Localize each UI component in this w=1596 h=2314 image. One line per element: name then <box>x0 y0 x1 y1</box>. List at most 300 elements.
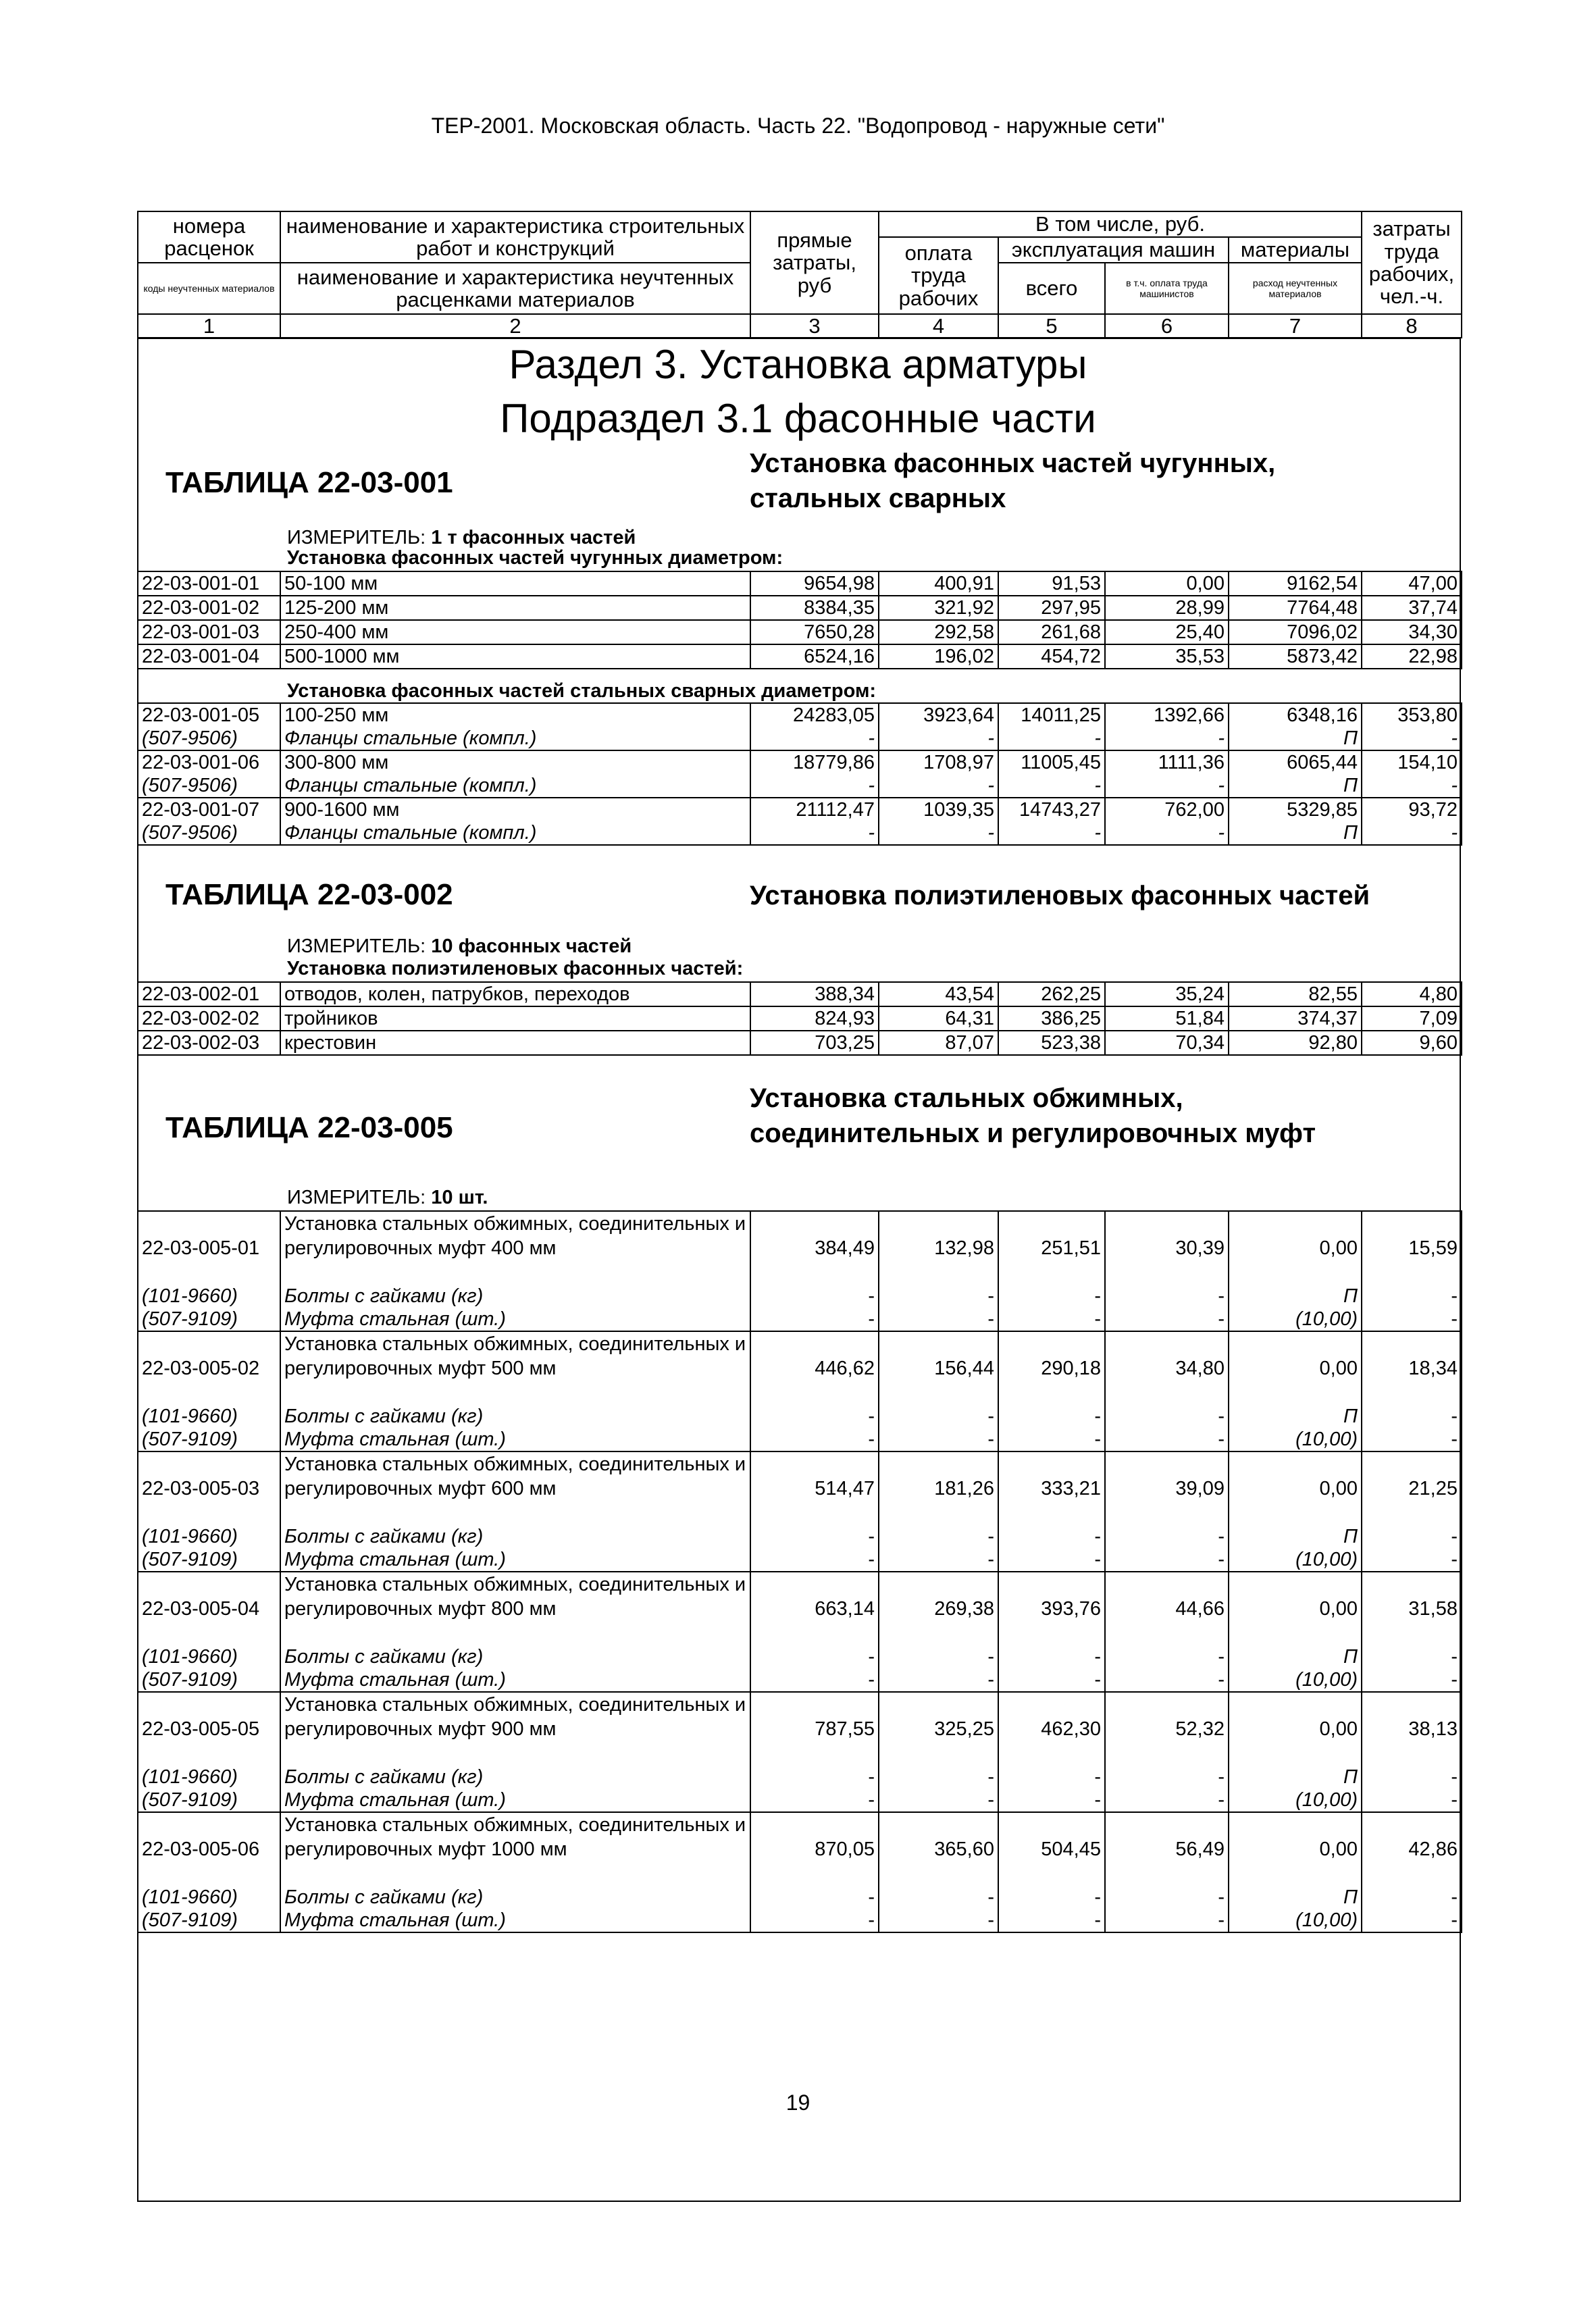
row-value: 400,91 <box>879 571 998 596</box>
row-value: 262,25 <box>998 982 1105 1006</box>
row-code: 22-03-005-03 <box>138 1451 280 1525</box>
row-value: 504,45 <box>998 1812 1105 1886</box>
row-description: 50-100 мм <box>280 571 750 596</box>
row-value: - <box>998 1886 1105 1909</box>
table1-label: ТАБЛИЦА 22-03-001 <box>165 466 453 499</box>
material-consumption: П <box>1229 1645 1362 1668</box>
row-value: - <box>1105 1285 1229 1308</box>
col-number: 8 <box>1362 314 1462 338</box>
row-value: - <box>750 774 879 798</box>
row-value: 24283,05 <box>750 703 879 727</box>
materials-header: материалы <box>1229 237 1362 263</box>
col1-header: номера расценок <box>138 211 280 263</box>
row-value: - <box>1362 1789 1462 1812</box>
row-value: 37,74 <box>1362 596 1462 620</box>
row-value: - <box>998 1428 1105 1451</box>
row-value: - <box>998 774 1105 798</box>
table3-label: ТАБЛИЦА 22-03-005 <box>165 1111 453 1144</box>
material-code: (507-9109) <box>138 1308 280 1331</box>
row-value: - <box>750 1789 879 1812</box>
material-row <box>138 1909 1462 1932</box>
row-description: 125-200 мм <box>280 596 750 620</box>
row-value: - <box>750 1766 879 1789</box>
meter-prefix: ИЗМЕРИТЕЛЬ: <box>287 527 432 548</box>
table-row <box>138 596 1462 620</box>
row-value: 22,98 <box>1362 644 1462 669</box>
row-value: 51,84 <box>1105 1006 1229 1031</box>
row-description: Фланцы стальные (компл.) <box>280 774 750 798</box>
row-value: 34,30 <box>1362 620 1462 644</box>
row-value: 297,95 <box>998 596 1105 620</box>
col1-subheader: коды неучтенных материалов <box>138 263 280 314</box>
row-value: 8384,35 <box>750 596 879 620</box>
row-description: 250-400 мм <box>280 620 750 644</box>
table-row <box>138 1031 1462 1055</box>
table-row <box>138 1692 1462 1766</box>
row-value: 384,49 <box>750 1211 879 1285</box>
row-value: 35,24 <box>1105 982 1229 1006</box>
row-value: 28,99 <box>1105 596 1229 620</box>
row-value: 1111,36 <box>1105 750 1229 774</box>
table1-rows2 <box>137 702 1462 846</box>
row-value: 11005,45 <box>998 750 1105 774</box>
row-value: 824,93 <box>750 1006 879 1031</box>
row-value: - <box>998 1645 1105 1668</box>
row-value: 7096,02 <box>1229 620 1362 644</box>
row-value: - <box>1105 1525 1229 1548</box>
row-code: 22-03-005-02 <box>138 1331 280 1405</box>
table1-title: Установка фасонных частей чугунных, стальных сварных <box>750 448 1276 513</box>
row-value: 454,72 <box>998 644 1105 669</box>
row-value: 321,92 <box>879 596 998 620</box>
row-value: - <box>1105 1886 1229 1909</box>
row-code: 22-03-005-06 <box>138 1812 280 1886</box>
row-value: - <box>1105 774 1229 798</box>
group-header: В том числе, руб. <box>879 211 1362 237</box>
row-value: - <box>998 1285 1105 1308</box>
table-row <box>138 727 1462 750</box>
material-code: (507-9109) <box>138 1909 280 1932</box>
meter-value: 10 фасонных частей <box>431 935 632 957</box>
row-value: - <box>750 1909 879 1932</box>
row-value: 251,51 <box>998 1211 1105 1285</box>
material-code: (101-9660) <box>138 1405 280 1428</box>
col2-header: наименование и характеристика строительных работ и конструкций <box>280 211 750 263</box>
row-value: 154,10 <box>1362 750 1462 774</box>
machines-header: эксплуатация машин <box>998 237 1229 263</box>
row-value: - <box>750 1405 879 1428</box>
table-row <box>138 620 1462 644</box>
row-code: 22-03-001-03 <box>138 620 280 644</box>
row-value: 365,60 <box>879 1812 998 1886</box>
col3-header: прямые затраты, руб <box>750 211 879 314</box>
material-consumption: П <box>1229 1525 1362 1548</box>
row-description: 900-1600 мм <box>280 798 750 821</box>
table-row <box>138 1331 1462 1405</box>
row-value: 6348,16 <box>1229 703 1362 727</box>
col-number: 3 <box>750 314 879 338</box>
row-value: - <box>750 1645 879 1668</box>
row-value: 353,80 <box>1362 703 1462 727</box>
col-number: 6 <box>1105 314 1229 338</box>
row-value: - <box>1105 727 1229 750</box>
row-value: 92,80 <box>1229 1031 1362 1055</box>
material-row <box>138 1285 1462 1308</box>
row-value: 21,25 <box>1362 1451 1462 1525</box>
row-value: - <box>1362 727 1462 750</box>
material-code: (507-9109) <box>138 1668 280 1692</box>
row-value: - <box>750 1548 879 1572</box>
row-value: 6065,44 <box>1229 750 1362 774</box>
row-code: (507-9506) <box>138 727 280 750</box>
row-description: Установка стальных обжимных, соединительных и регулировочных муфт 800 мм <box>280 1572 750 1645</box>
row-value: - <box>879 1766 998 1789</box>
row-code: 22-03-005-05 <box>138 1692 280 1766</box>
row-value: 462,30 <box>998 1692 1105 1766</box>
col6-header: в т.ч. оплата труда машинистов <box>1105 263 1229 314</box>
row-value: - <box>879 1789 998 1812</box>
row-value: - <box>1105 1766 1229 1789</box>
row-value: - <box>1362 774 1462 798</box>
material-row <box>138 1886 1462 1909</box>
row-value: 5873,42 <box>1229 644 1362 669</box>
material-consumption: П <box>1229 1405 1362 1428</box>
material-code: (507-9109) <box>138 1548 280 1572</box>
material-consumption: (10,00) <box>1229 1548 1362 1572</box>
row-value: - <box>998 1766 1105 1789</box>
material-row <box>138 1766 1462 1789</box>
material-name: Муфта стальная (шт.) <box>280 1789 750 1812</box>
row-value: 333,21 <box>998 1451 1105 1525</box>
row-value: 1039,35 <box>879 798 998 821</box>
row-description: отводов, колен, патрубков, переходов <box>280 982 750 1006</box>
row-description: 100-250 мм <box>280 703 750 727</box>
table-row <box>138 1572 1462 1645</box>
row-value: 0,00 <box>1229 1572 1362 1645</box>
table-row <box>138 644 1462 669</box>
page-title: ТЕР-2001. Московская область. Часть 22. "Водопровод - наружные сети" <box>431 113 1165 138</box>
row-value: 9162,54 <box>1229 571 1362 596</box>
meter-value: 10 шт. <box>431 1187 488 1208</box>
row-description: крестовин <box>280 1031 750 1055</box>
row-value: 25,40 <box>1105 620 1229 644</box>
row-value: 3923,64 <box>879 703 998 727</box>
material-code: (507-9109) <box>138 1428 280 1451</box>
row-value: 787,55 <box>750 1692 879 1766</box>
row-code: (507-9506) <box>138 821 280 845</box>
row-value: - <box>750 1668 879 1692</box>
table2-title: Установка полиэтиленовых фасонных частей <box>750 881 1370 910</box>
row-description: Фланцы стальные (компл.) <box>280 727 750 750</box>
row-value: 70,34 <box>1105 1031 1229 1055</box>
row-value: - <box>1362 1766 1462 1789</box>
row-value: - <box>879 1645 998 1668</box>
row-value: 261,68 <box>998 620 1105 644</box>
col-number: 4 <box>879 314 998 338</box>
row-code: 22-03-002-01 <box>138 982 280 1006</box>
row-value: 21112,47 <box>750 798 879 821</box>
row-value: 269,38 <box>879 1572 998 1645</box>
row-value: - <box>998 1525 1105 1548</box>
row-value: - <box>1362 1285 1462 1308</box>
col2-subheader: наименование и характеристика неучтенных расценками материалов <box>280 263 750 314</box>
col-number: 2 <box>280 314 750 338</box>
material-row <box>138 1668 1462 1692</box>
col-number: 5 <box>998 314 1105 338</box>
col5-header: всего <box>998 263 1105 314</box>
row-value: 15,59 <box>1362 1211 1462 1285</box>
row-description: Фланцы стальные (компл.) <box>280 821 750 845</box>
material-consumption: П <box>1229 1886 1362 1909</box>
material-name: Болты с гайками (кг) <box>280 1766 750 1789</box>
row-value: - <box>879 727 998 750</box>
row-value: - <box>750 727 879 750</box>
row-value: 56,49 <box>1105 1812 1229 1886</box>
row-code: 22-03-002-02 <box>138 1006 280 1031</box>
row-value: П <box>1229 774 1362 798</box>
row-value: П <box>1229 821 1362 845</box>
col4-header: оплата труда рабочих <box>879 237 998 314</box>
row-value: 7,09 <box>1362 1006 1462 1031</box>
subsection-title: Подраздел 3.1 фасонные части <box>500 396 1096 441</box>
row-value: - <box>1105 1308 1229 1331</box>
row-value: 47,00 <box>1362 571 1462 596</box>
row-value: 44,66 <box>1105 1572 1229 1645</box>
row-value: - <box>750 821 879 845</box>
row-value: 762,00 <box>1105 798 1229 821</box>
material-row <box>138 1548 1462 1572</box>
row-value: - <box>879 1308 998 1331</box>
material-name: Муфта стальная (шт.) <box>280 1428 750 1451</box>
row-value: 0,00 <box>1229 1331 1362 1405</box>
row-description: 500-1000 мм <box>280 644 750 669</box>
row-value: 196,02 <box>879 644 998 669</box>
row-value: - <box>879 1285 998 1308</box>
table-row <box>138 798 1462 821</box>
row-value: - <box>879 821 998 845</box>
row-value: 39,09 <box>1105 1451 1229 1525</box>
row-value: - <box>1105 1405 1229 1428</box>
row-value: 514,47 <box>750 1451 879 1525</box>
row-value: - <box>879 1405 998 1428</box>
row-value: - <box>879 1548 998 1572</box>
row-value: - <box>1362 1428 1462 1451</box>
table-row <box>138 1211 1462 1285</box>
row-value: 0,00 <box>1229 1812 1362 1886</box>
row-code: 22-03-001-06 <box>138 750 280 774</box>
row-value: 0,00 <box>1105 571 1229 596</box>
row-value: 0,00 <box>1229 1211 1362 1285</box>
material-name: Муфта стальная (шт.) <box>280 1308 750 1331</box>
table2-label: ТАБЛИЦА 22-03-002 <box>165 878 453 911</box>
table1-group2: Установка фасонных частей стальных сварных диаметром: <box>287 680 877 702</box>
row-value: 42,86 <box>1362 1812 1462 1886</box>
row-value: 87,07 <box>879 1031 998 1055</box>
row-code: 22-03-005-01 <box>138 1211 280 1285</box>
table-row <box>138 1451 1462 1525</box>
row-value: 43,54 <box>879 982 998 1006</box>
table3-rows <box>137 1210 1462 1933</box>
row-value: - <box>1362 1548 1462 1572</box>
row-code: 22-03-001-01 <box>138 571 280 596</box>
material-code: (101-9660) <box>138 1285 280 1308</box>
row-value: 374,37 <box>1229 1006 1362 1031</box>
row-value: - <box>879 1909 998 1932</box>
meter-prefix: ИЗМЕРИТЕЛЬ: <box>287 935 432 957</box>
row-value: 6524,16 <box>750 644 879 669</box>
row-value: - <box>1105 821 1229 845</box>
row-value: - <box>1362 1668 1462 1692</box>
row-value: - <box>1362 1909 1462 1932</box>
row-value: 0,00 <box>1229 1451 1362 1525</box>
row-value: 1392,66 <box>1105 703 1229 727</box>
row-value: 9,60 <box>1362 1031 1462 1055</box>
row-value: 325,25 <box>879 1692 998 1766</box>
row-value: - <box>1105 1789 1229 1812</box>
row-code: 22-03-001-02 <box>138 596 280 620</box>
row-value: - <box>998 821 1105 845</box>
table-row <box>138 821 1462 845</box>
row-value: - <box>1105 1909 1229 1932</box>
material-name: Муфта стальная (шт.) <box>280 1668 750 1692</box>
table-row <box>138 774 1462 798</box>
table3-title-line2: соединительных и регулировочных муфт <box>750 1119 1316 1148</box>
material-name: Муфта стальная (шт.) <box>280 1909 750 1932</box>
material-row <box>138 1428 1462 1451</box>
table-row <box>138 1006 1462 1031</box>
material-consumption: (10,00) <box>1229 1789 1362 1812</box>
row-value: - <box>879 1428 998 1451</box>
row-value: - <box>1362 1645 1462 1668</box>
material-code: (101-9660) <box>138 1645 280 1668</box>
row-description: Установка стальных обжимных, соединительных и регулировочных муфт 500 мм <box>280 1331 750 1405</box>
row-value: 35,53 <box>1105 644 1229 669</box>
material-code: (507-9109) <box>138 1789 280 1812</box>
table2-meter <box>287 935 632 958</box>
row-value: - <box>998 1308 1105 1331</box>
row-description: Установка стальных обжимных, соединительных и регулировочных муфт 900 мм <box>280 1692 750 1766</box>
col-number: 1 <box>138 314 280 338</box>
row-value: 7764,48 <box>1229 596 1362 620</box>
row-value: - <box>1362 1308 1462 1331</box>
row-value: - <box>1105 1645 1229 1668</box>
table2-rows <box>137 981 1462 1056</box>
row-value: 5329,85 <box>1229 798 1362 821</box>
row-value: - <box>1362 1525 1462 1548</box>
row-value: 0,00 <box>1229 1692 1362 1766</box>
row-value: 30,39 <box>1105 1211 1229 1285</box>
material-name: Болты с гайками (кг) <box>280 1405 750 1428</box>
material-consumption: (10,00) <box>1229 1668 1362 1692</box>
row-value: - <box>750 1525 879 1548</box>
row-description: Установка стальных обжимных, соединительных и регулировочных муфт 600 мм <box>280 1451 750 1525</box>
row-value: 156,44 <box>879 1331 998 1405</box>
material-row <box>138 1405 1462 1428</box>
row-value: - <box>879 1886 998 1909</box>
material-code: (101-9660) <box>138 1766 280 1789</box>
row-value: - <box>879 1525 998 1548</box>
table2-group: Установка полиэтиленовых фасонных частей: <box>287 958 744 979</box>
row-value: 34,80 <box>1105 1331 1229 1405</box>
row-value: 18,34 <box>1362 1331 1462 1405</box>
row-value: - <box>750 1886 879 1909</box>
row-code: 22-03-005-04 <box>138 1572 280 1645</box>
row-value: 82,55 <box>1229 982 1362 1006</box>
row-value: 9654,98 <box>750 571 879 596</box>
row-value: 91,53 <box>998 571 1105 596</box>
row-value: 523,38 <box>998 1031 1105 1055</box>
column-header-table <box>137 211 1462 338</box>
row-value: - <box>879 774 998 798</box>
row-value: - <box>1362 1886 1462 1909</box>
col7-header: расход неучтенных материалов <box>1229 263 1362 314</box>
row-value: 292,58 <box>879 620 998 644</box>
meter-prefix: ИЗМЕРИТЕЛЬ: <box>287 1187 432 1208</box>
col8-header: затраты труда рабочих, чел.-ч. <box>1362 211 1462 314</box>
row-value: - <box>1105 1668 1229 1692</box>
row-description: тройников <box>280 1006 750 1031</box>
material-row <box>138 1525 1462 1548</box>
col-number: 7 <box>1229 314 1362 338</box>
table-row <box>138 982 1462 1006</box>
row-description: Установка стальных обжимных, соединительных и регулировочных муфт 400 мм <box>280 1211 750 1285</box>
table3-meter <box>287 1187 488 1209</box>
material-consumption: П <box>1229 1766 1362 1789</box>
row-value: - <box>998 1405 1105 1428</box>
table3-title-line1: Установка стальных обжимных, <box>750 1083 1183 1113</box>
row-code: (507-9506) <box>138 774 280 798</box>
table1-meter <box>287 527 636 549</box>
material-name: Болты с гайками (кг) <box>280 1525 750 1548</box>
material-name: Болты с гайками (кг) <box>280 1886 750 1909</box>
table-row <box>138 571 1462 596</box>
meter-value: 1 т фасонных частей <box>431 527 636 548</box>
row-value: 38,13 <box>1362 1692 1462 1766</box>
table-row <box>138 703 1462 727</box>
material-code: (101-9660) <box>138 1525 280 1548</box>
row-value: - <box>879 1668 998 1692</box>
material-consumption: (10,00) <box>1229 1428 1362 1451</box>
row-value: - <box>1362 1405 1462 1428</box>
material-consumption: (10,00) <box>1229 1308 1362 1331</box>
row-value: 181,26 <box>879 1451 998 1525</box>
material-consumption: (10,00) <box>1229 1909 1362 1932</box>
row-value: - <box>998 1909 1105 1932</box>
row-value: - <box>998 1789 1105 1812</box>
row-value: - <box>998 1668 1105 1692</box>
row-value: 870,05 <box>750 1812 879 1886</box>
row-value: 14743,27 <box>998 798 1105 821</box>
row-value: 14011,25 <box>998 703 1105 727</box>
material-code: (101-9660) <box>138 1886 280 1909</box>
material-row <box>138 1645 1462 1668</box>
material-row <box>138 1308 1462 1331</box>
row-value: П <box>1229 727 1362 750</box>
material-name: Болты с гайками (кг) <box>280 1645 750 1668</box>
row-value: 93,72 <box>1362 798 1462 821</box>
table1-group1: Установка фасонных частей чугунных диаметром: <box>287 547 783 569</box>
row-value: 446,62 <box>750 1331 879 1405</box>
row-value: 31,58 <box>1362 1572 1462 1645</box>
row-value: 64,31 <box>879 1006 998 1031</box>
row-description: 300-800 мм <box>280 750 750 774</box>
row-value: - <box>750 1285 879 1308</box>
row-code: 22-03-002-03 <box>138 1031 280 1055</box>
row-value: 393,76 <box>998 1572 1105 1645</box>
table3-title <box>750 1081 1459 1151</box>
row-code: 22-03-001-04 <box>138 644 280 669</box>
row-value: 1708,97 <box>879 750 998 774</box>
